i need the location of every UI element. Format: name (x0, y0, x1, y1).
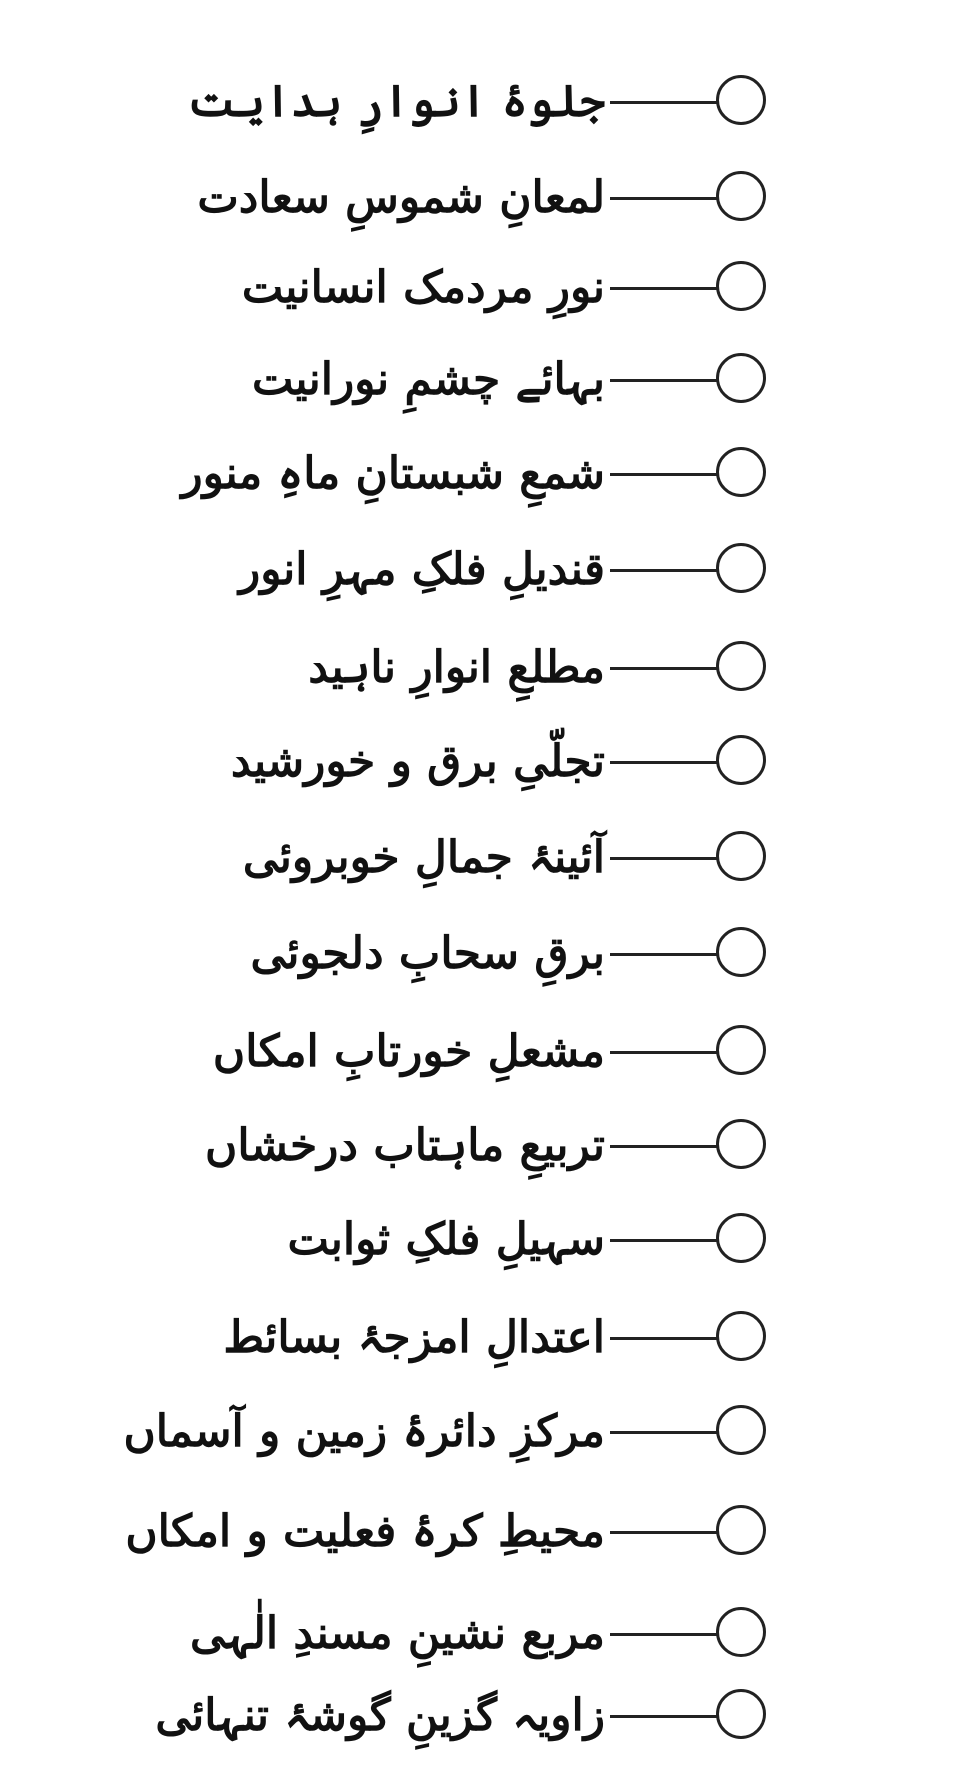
circle-icon (716, 1311, 766, 1361)
list-item (0, 158, 960, 238)
list-item (0, 628, 960, 708)
circle-icon (716, 447, 766, 497)
entry-text: قندیلِ فلکِ مہرِ انور (239, 544, 605, 595)
list-item (0, 1200, 960, 1280)
connector-line (610, 667, 720, 670)
circle-icon (716, 1607, 766, 1657)
connector-line (610, 1715, 720, 1718)
connector-line (610, 101, 720, 104)
circle-icon (716, 1689, 766, 1739)
list-item (0, 1106, 960, 1186)
entry-text: شمعِ شبستانِ ماہِ منور (181, 448, 605, 499)
connector-line (610, 1531, 720, 1534)
entry-text: مربع نشینِ مسندِ الٰہی (189, 1608, 605, 1659)
connector-line (610, 1431, 720, 1434)
entry-text: نورِ مردمک انسانیت (241, 262, 605, 313)
circle-icon (716, 171, 766, 221)
list-item (0, 914, 960, 994)
entry-text: آئینۂ جمالِ خوبروئی (242, 832, 605, 883)
entry-text: مطلعِ انوارِ ناہید (308, 642, 605, 693)
connector-line (610, 473, 720, 476)
circle-icon (716, 1025, 766, 1075)
entry-text: محیطِ کرۂ فعلیت و امکاں (125, 1506, 605, 1557)
circle-icon (716, 1213, 766, 1263)
entry-text: زاویہ گزینِ گوشۂ تنہائی (155, 1690, 605, 1741)
connector-line (610, 379, 720, 382)
entry-text: سہیلِ فلکِ ثوابت (287, 1214, 605, 1265)
connector-line (610, 1051, 720, 1054)
connector-line (610, 857, 720, 860)
list-item (0, 1676, 960, 1756)
entry-text: تربیعِ ماہتاب درخشاں (205, 1120, 605, 1171)
connector-line (610, 1337, 720, 1340)
list-item (0, 1594, 960, 1674)
connector-line (610, 1633, 720, 1636)
circle-icon (716, 1505, 766, 1555)
circle-icon (716, 1119, 766, 1169)
list-item (0, 722, 960, 802)
circle-icon (716, 735, 766, 785)
connector-line (610, 287, 720, 290)
circle-icon (716, 641, 766, 691)
entry-text: تجلّیِ برق و خورشید (230, 736, 605, 787)
connector-line (610, 197, 720, 200)
list-item (0, 340, 960, 420)
list-item (0, 62, 960, 142)
list-item (0, 818, 960, 898)
entry-text: مشعلِ خورتابِ امکاں (212, 1026, 605, 1077)
list-item (0, 1392, 960, 1472)
list-item (0, 1012, 960, 1092)
entry-text: برقِ سحابِ دلجوئی (250, 928, 605, 979)
list-item (0, 248, 960, 328)
entry-text: لمعانِ شموسِ سعادت (197, 172, 605, 223)
circle-icon (716, 1405, 766, 1455)
connector-line (610, 761, 720, 764)
connector-line (610, 953, 720, 956)
circle-icon (716, 75, 766, 125)
circle-icon (716, 927, 766, 977)
entry-text: مرکزِ دائرۂ زمین و آسماں (123, 1406, 605, 1457)
circle-icon (716, 543, 766, 593)
entry-text: بہائے چشمِ نورانیت (251, 354, 605, 405)
list-item (0, 1492, 960, 1572)
list-item (0, 1298, 960, 1378)
list-item (0, 530, 960, 610)
entry-text: اعتدالِ امزجۂ بسائط (223, 1312, 605, 1363)
circle-icon (716, 261, 766, 311)
entry-text: جلوۂ انوارِ ہدایت (187, 76, 605, 127)
circle-icon (716, 353, 766, 403)
list-item (0, 434, 960, 514)
connector-line (610, 569, 720, 572)
connector-line (610, 1239, 720, 1242)
connector-line (610, 1145, 720, 1148)
circle-icon (716, 831, 766, 881)
